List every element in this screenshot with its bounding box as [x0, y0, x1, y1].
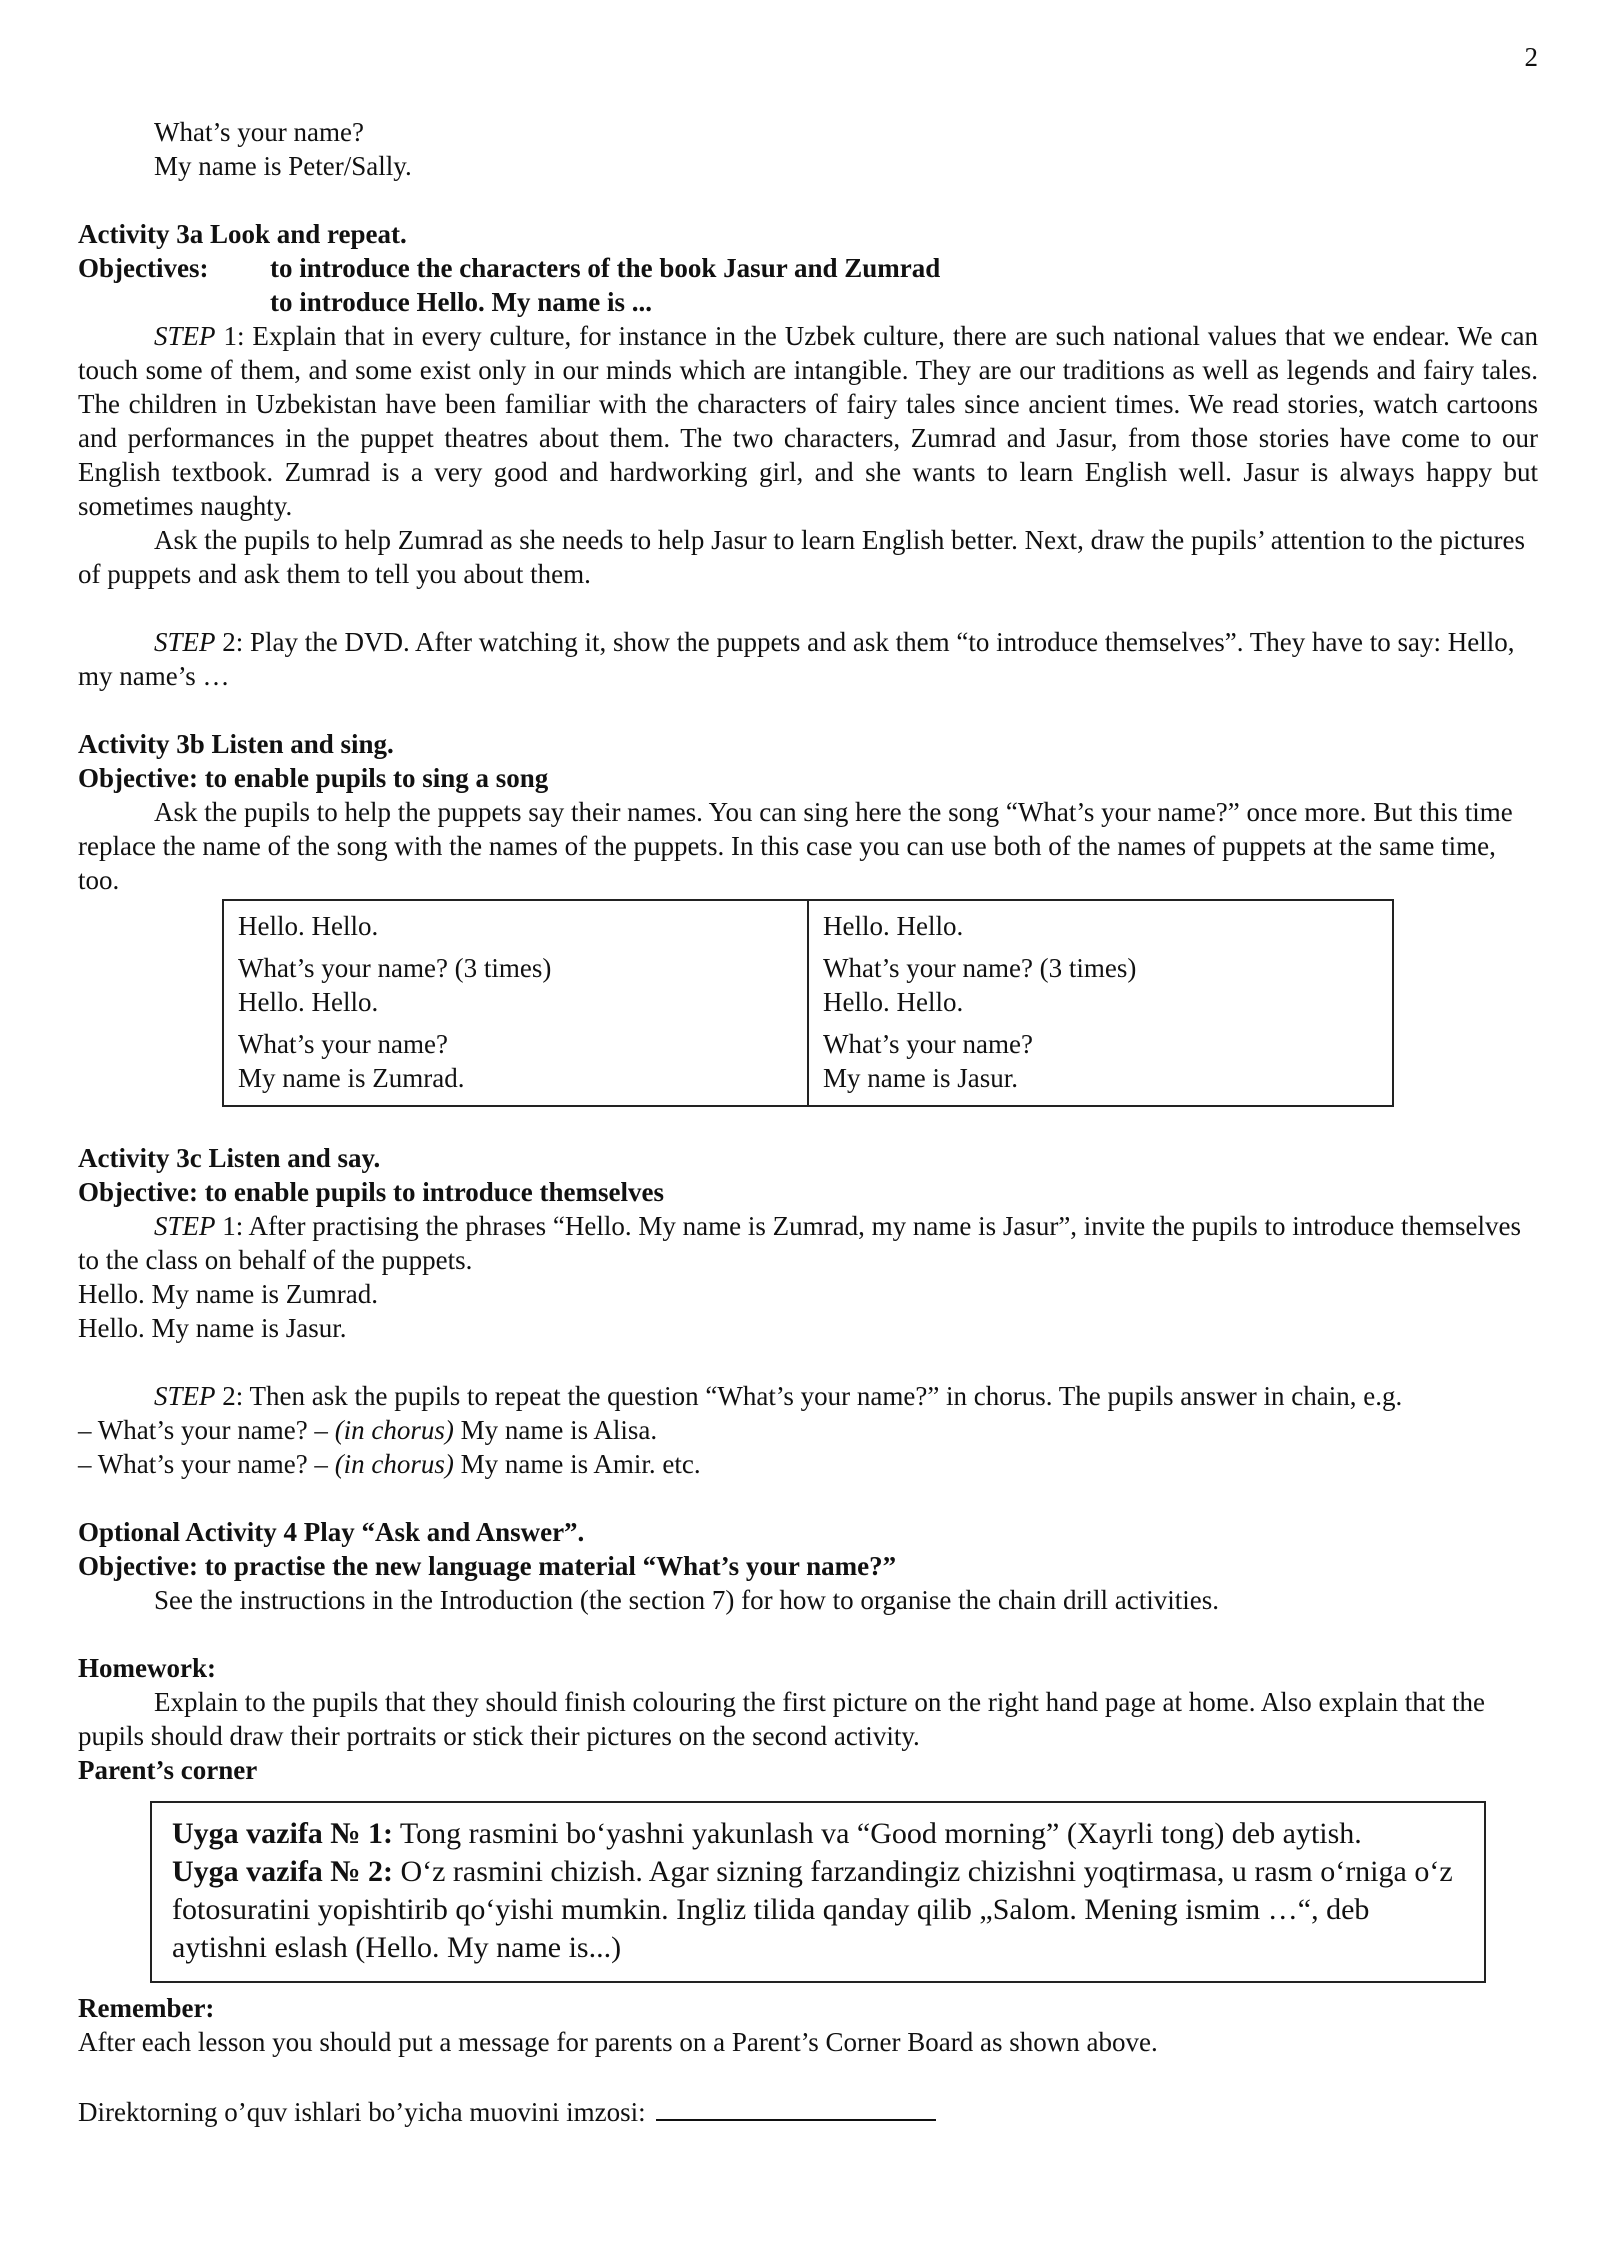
parents-corner-box — [150, 1801, 1486, 1983]
intro-line: What’s your name? — [154, 117, 364, 147]
remember-title: Remember: — [78, 1993, 215, 2023]
homework-1-label: Uyga vazifa № 1: — [172, 1817, 393, 1850]
song-line: Hello. Hello. — [238, 911, 379, 941]
homework-title: Homework: — [78, 1653, 216, 1683]
song-line: Hello. Hello. — [823, 911, 964, 941]
activity-3a-objectives — [78, 251, 1538, 285]
activity-4-objective: Objective: to practise the new language material “What’s your name?” — [78, 1551, 897, 1581]
activity-3a-title: Activity 3a Look and repeat. — [78, 219, 407, 249]
homework-text: Explain to the pupils that they should finish colouring the first picture on the right hand page at home. Also explain that the pupils should draw their portraits or stick their pictures on the second activity. — [78, 1687, 1485, 1751]
song-line: My name is Zumrad. — [238, 1063, 465, 1093]
dialogue-note: (in chorus) — [334, 1415, 454, 1445]
activity-3b-title: Activity 3b Listen and sing. — [78, 729, 394, 759]
objective-1: to introduce the characters of the book Jasur and Zumrad — [270, 253, 941, 283]
signature-label: Direktorning o’quv ishlari bo’yicha muovini imzosi: — [78, 2097, 653, 2127]
dialogue-line — [78, 1413, 1538, 1447]
step-text: 1: Explain that in every culture, for instance in the Uzbek culture, there are such national values that we endear. We can touch some of them, and some exist only in our minds which are intangible. They are our traditions as well as legends and fairy tales. The children in Uzbekistan have been familiar with the characters of fairy tales since ancient times. We read stories, watch cartoons and performances in the puppet theatres about them. The two characters, Zumrad and Jasur, from those stories have come to our English textbook. Zumrad is a very good and hardworking girl, and she wants to learn English well. Jasur is always happy but sometimes naughty. — [78, 321, 1538, 521]
step-label: STEP — [154, 1381, 216, 1411]
page-number: 2 — [1524, 42, 1538, 72]
document-body — [78, 115, 1538, 2129]
song-line: What’s your name? — [823, 1029, 1033, 1059]
song-line: Hello. Hello. — [238, 987, 379, 1017]
step-label: STEP — [154, 321, 216, 351]
song-cell-jasur — [808, 900, 1393, 1106]
objective-2: to introduce Hello. My name is ... — [270, 287, 652, 317]
homework-2 — [172, 1853, 1464, 1967]
song-table — [222, 899, 1394, 1107]
song-cell-zumrad — [223, 900, 808, 1106]
homework-2-text: O‘z rasmini chizish. Agar sizning farzandingiz chizishni yoqtirmasa, u rasm o‘rniga o‘z fotosuratini yopishtirib qo‘yishi mumkin. Ingliz tilida qanday qilib „Salom. Mening ismim …“, deb aytishni eslash (Hello. My name is...) — [172, 1855, 1453, 1964]
step-label: STEP — [154, 1211, 216, 1241]
dialogue-note: (in chorus) — [334, 1449, 454, 1479]
activity-3c-title: Activity 3c Listen and say. — [78, 1143, 381, 1173]
homework-2-label: Uyga vazifa № 2: — [172, 1855, 393, 1888]
song-line: Hello. Hello. — [823, 987, 964, 1017]
dialogue-answer: My name is Alisa. — [453, 1415, 658, 1445]
intro-line: My name is Peter/Sally. — [154, 151, 412, 181]
activity-3a-step2 — [78, 625, 1538, 693]
parents-corner-title: Parent’s corner — [78, 1755, 258, 1785]
signature-line — [78, 2093, 1538, 2129]
activity-3a-para2: Ask the pupils to help Zumrad as she needs to help Jasur to learn English better. Next, draw the pupils’ attention to the pictures of puppets and ask them to tell you about them. — [78, 525, 1525, 589]
dialogue-line — [78, 1447, 1538, 1481]
homework-1-text: Tong rasmini bo‘yashni yakunlash va “Good morning” (Xayrli tong) deb aytish. — [392, 1817, 1362, 1850]
homework-1 — [172, 1815, 1464, 1853]
step-label: STEP — [154, 627, 216, 657]
step-text: 2: Then ask the pupils to repeat the question “What’s your name?” in chorus. The pupils answer in chain, e.g. — [215, 1381, 1403, 1411]
activity-4-text: See the instructions in the Introduction (the section 7) for how to organise the chain drill activities. — [154, 1585, 1219, 1615]
activity-3b-objective: Objective: to enable pupils to sing a song — [78, 763, 549, 793]
dialogue-question: – What’s your name? – — [78, 1415, 335, 1445]
song-line: What’s your name? (3 times) — [823, 953, 1137, 983]
activity-3c-step1 — [78, 1209, 1538, 1277]
song-line: My name is Jasur. — [823, 1063, 1018, 1093]
step-text: 1: After practising the phrases “Hello. My name is Zumrad, my name is Jasur”, invite the pupils to introduce themselves to the class on behalf of the puppets. — [78, 1211, 1521, 1275]
activity-3a-step1 — [78, 319, 1538, 523]
dialogue-question: – What’s your name? – — [78, 1449, 335, 1479]
step-text: 2: Play the DVD. After watching it, show the puppets and ask them “to introduce themselves”. They have to say: Hello, my name’s … — [78, 627, 1515, 691]
song-line: What’s your name? — [238, 1029, 448, 1059]
example-line: Hello. My name is Jasur. — [78, 1313, 347, 1343]
remember-text: After each lesson you should put a message for parents on a Parent’s Corner Board as shown above. — [78, 2027, 1158, 2057]
activity-4-title: Optional Activity 4 Play “Ask and Answer”. — [78, 1517, 585, 1547]
example-line: Hello. My name is Zumrad. — [78, 1279, 378, 1309]
song-line: What’s your name? (3 times) — [238, 953, 552, 983]
activity-3b-text: Ask the pupils to help the puppets say their names. You can sing here the song “What’s your name?” once more. But this time replace the name of the song with the names of the puppets. In this case you can use both of the names of puppets at the same time, too. — [78, 797, 1513, 895]
dialogue-answer: My name is Amir. etc. — [453, 1449, 701, 1479]
activity-3c-objective: Objective: to enable pupils to introduce themselves — [78, 1177, 664, 1207]
signature-blank — [656, 2093, 936, 2121]
objectives-label: Objectives: — [78, 253, 209, 283]
activity-3c-step2 — [78, 1379, 1538, 1413]
